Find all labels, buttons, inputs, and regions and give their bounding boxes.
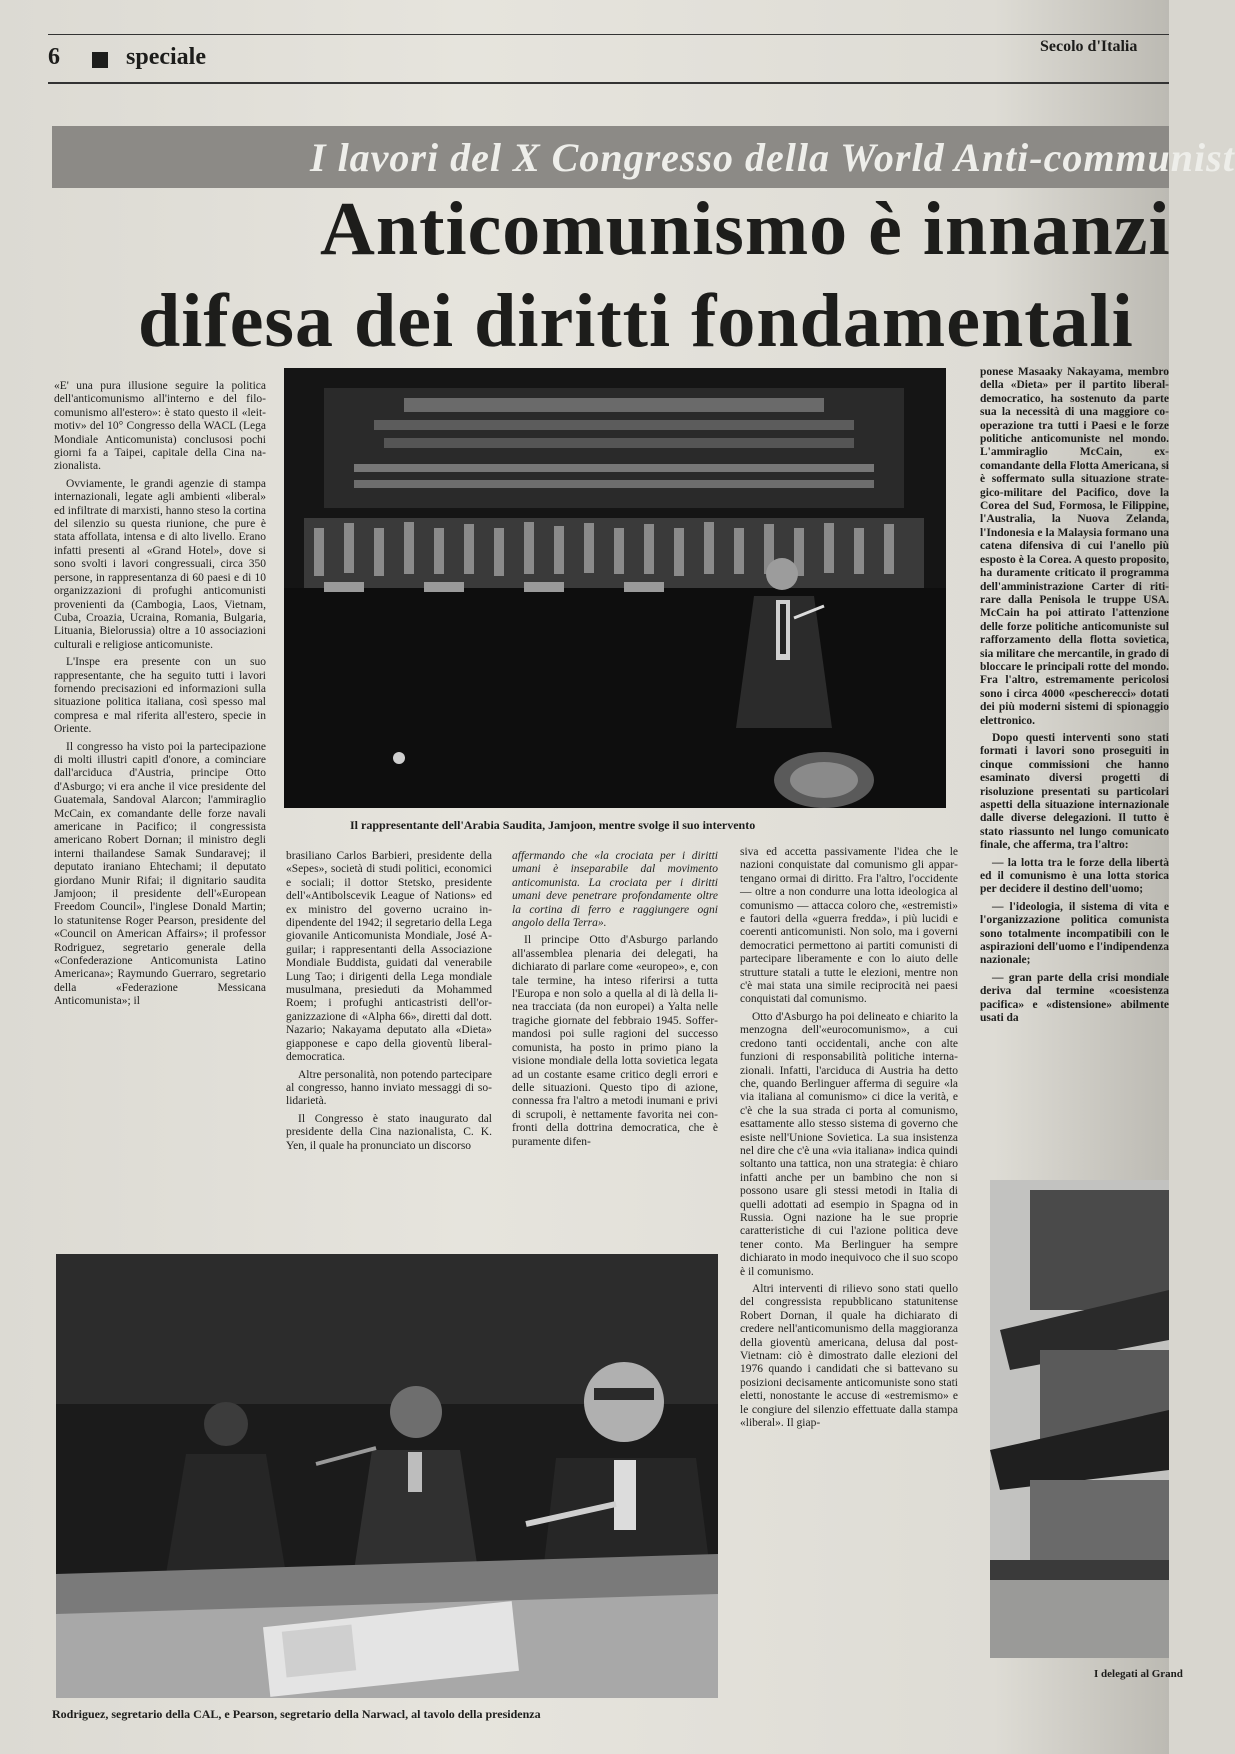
col5-paragraph-4: — l'ideologia, il sistema di vita e l'organizzazione politica comunista sono totalmente incompatibili con le aspirazioni dell'uomo e l'indipendenza nazionale; [980, 900, 1169, 967]
page-number: 6 [48, 44, 60, 70]
photo-grand-hotel [990, 1180, 1169, 1658]
photo-presidency-table-image [56, 1254, 718, 1698]
photo-grand-hotel-caption: I delegati al Grand [1094, 1668, 1183, 1680]
photo-grand-hotel-image [990, 1180, 1169, 1658]
col1-paragraph-4: Il congresso ha visto poi la partecipazione di molti illustri capitl d'onore, a cominciare dall'arciduca d'Austria, principe Otto d'Asburgo; vi era anche il vice presidente del Guatemala, Sandoval Alarcon; l'ammiraglio McCain, ex comandante delle forze navali americane in Pacifico; il congressista americano Robert Dornan; il ministro degli interni thailandese Samak Sundaravej; il deputato iraniano Ehtechami; il deputato giordano Munir Rifai; il dignitario saudita Jamjoon; il presidente dell'«European Freedom Council», l'inglese Donald Martin; lo statunitense Roger Pearson, presidente del «Council on American Affairs»; il professor Rodriguez, segretario generale della «Confederazione Anticomunista Latino Americana»; Raymundo Guerraro, segretario della «Federazione Messicana Anticomunista»; il [54, 740, 266, 1008]
photo-presidency-table-caption: Rodriguez, segretario della CAL, e Pearson, segretario della Narwacl, al tavolo della presidenza [52, 1707, 541, 1721]
col5-paragraph-1: ponese Masaaky Nakayama, membro della «Dieta» per il partito liberal-democratico, ha sostenuto da parte sua la necessità di una maggiore cooperazione tra tutti i Paesi e le forze politiche anticomuniste nel mondo. L'ammiraglio McCain, ex-comandante della Flotta Americana, si è soffermato sulla situazione strategico-militare del Pacifico, dove la Corea del Sud, Formosa, le Filippine, l'Australia, la Nuova Zelanda, l'Indonesia e la Malaysia formano una catena difensiva di cui l'anello più esposto è la Corea. A questo proposito, ha duramente criticato il programma dell'amministrazione Carter di ritirare dalla Penisola le truppe USA. McCain ha poi attirato l'attenzione delle forze politiche anticomuniste sul rafforzamento della flotta sovietica, sia militare che mercantile, in grado di bloccare le principali rotte del mondo. Fra l'altro, estremamente pericolosi sono i circa 4000 «pescherecci» dotati dei più moderni sistemi di spionaggio elettronico. [980, 366, 1169, 727]
col1-paragraph-2: Ovviamente, le grandi agenzie di stampa internazionali, legate agli ambienti «liberal» ed infiltrate di marxisti, hanno steso la cortina del silenzio su questa riunione, che pure è stata affollata, intensa e di alto livello. Erano infatti presenti al «Grand Hotel», dove si sono svolti i lavori congressuali, circa 350 persone, in rappresentanza di 60 paesi e di 10 organizzazioni di profughi anticomunisti provenienti da (Cambogia, Laos, Vietnam, Cuba, Croazia, Ucraina, Romania, Bulgaria, Lituania, Bielorussia) oltre a 10 associazioni culturali e religiose anticomuniste. [54, 477, 266, 651]
headline-line-2: difesa dei diritti fondamentali [138, 279, 1134, 363]
article-column-4 [740, 846, 958, 1726]
col2-paragraph-2: Altre personalità, non potendo partecipare al congresso, hanno inviato messaggi di solidarietà. [286, 1068, 492, 1108]
col2-paragraph-1: brasiliano Carlos Barbieri, presidente della «Sepes», società di studi politici, economici e sociali; il dottor Stetsko, presidente dell'«Antibolscevik League of Nations» ed ex ministro del governo ucraino indipendente del 1942; il segretario della Lega giovanile Anticomunista Mondiale, José Aguilar; i rappresentanti della Associazione Mondiale Buddista, guidati dal venerabile Lung Tao; i dirigenti della Lega mondiale musulmana, presieduti da Mohammed Roem; i profughi anticastristi dell'organizzazione di «Alpha 66», diretti dal dott. Nazario; Nakayama deputato alla «Dieta» giapponese e capo della gioventù liberal-democratica. [286, 850, 492, 1064]
col4-paragraph-3: Altri interventi di rilievo sono stati quello del congressista repubblicano statunitense Robert Dornan, il quale ha dichiarato di credere nell'anticomunismo della maggioranza della gioventù americana, delusa dal post-Vietnam: ciò è dimostrato dalle elezioni del 1976 quando i candidati che si battevano su posizioni decisamente anticomuniste sono stati eletti, nonostante le accuse di «estremismo» e le congiure del silenzio effettuate dalla stampa «liberal». Il giap- [740, 1283, 958, 1430]
article-column-5 [980, 366, 1169, 1146]
kicker: I lavori del X Congresso della World Anti-communist [310, 135, 1235, 180]
header-rule-top [48, 34, 1169, 35]
headline-line-1: Anticomunismo è innanzi [320, 187, 1171, 271]
col5-paragraph-2: Dopo questi interventi sono stati formati i lavori sono proseguiti in cinque commissioni che hanno esaminato diversi progetti di risoluzione presentati su particolari aspetti della situazione internazionale dalle diverse delegazioni. Il tutto è stato riassunto nel lungo comunicato finale, che afferma, tra l'altro: [980, 731, 1169, 852]
col5-paragraph-3: — la lotta tra le forze della libertà ed il comunismo è una lotta storica per decidere il destino dell'uomo; [980, 856, 1169, 896]
header-rule [48, 82, 1169, 84]
col2-paragraph-3: Il Congresso è stato inaugurato dal presidente della Cina nazionalista, C. K. Yen, il quale ha pronunciato un discorso [286, 1112, 492, 1152]
col3-paragraph-1: affermando che «la crociata per i diritti umani è inseparabile dal movimento anticomunista. La crociata per i diritti umani deve penetrare profondamente oltre la cortina di ferro e raggiungere ogni angolo della Terra». [512, 850, 718, 930]
section-square-icon [92, 52, 108, 68]
col4-paragraph-2: Otto d'Asburgo ha poi delineato e chiarito la menzogna dell'«eurocomunismo», a cui credono tanti occidentali, anche con alte funzioni di responsabilità politiche internazionali. Infatti, l'arciduca di Austria ha detto che, quando Berlinguer afferma di seguire «la via italiana al comunismo» ci dice la verità, e c'è che la sua strada ci porta al comunismo, esattamente allo stesso sistema di governo che esiste nell'Unione Sovietica. La sua insistenza nel dire che c'è una «via italiana» indica quindi soltanto una tattica, non una strategia: è chiaro infatti anche per un bambino che non si possono usare gli stessi metodi in Italia di quelli adottati ad esempio in Spagna od in Russia. Ogni nazione ha le sue proprie caratteristiche di cui l'azione politica deve tener conto. Ma Berlinguer ha sempre dichiarato in modo inequivoco che il suo scopo è il comunismo. [740, 1010, 958, 1278]
article-column-1 [54, 380, 266, 1246]
col5-paragraph-5: — gran parte della crisi mondiale deriva dal termine «coesistenza pacifica» e «distensione» abilmente usati da [980, 971, 1169, 1025]
photo-presidency-table [56, 1254, 718, 1698]
photo-congress-hall-image [284, 368, 946, 808]
section-label: speciale [126, 44, 206, 70]
col1-paragraph-3: L'Inspe era presente con un suo rappresentante, che ha seguito tutti i lavori fornendo precisazioni ed informazioni sulla situazione politica italiana, così spesso mal compresa e mal riferita all'estero, specie in Oriente. [54, 656, 266, 736]
masthead: Secolo d'Italia [1040, 38, 1138, 55]
photo-congress-hall [284, 368, 946, 808]
photo-congress-hall-caption: Il rappresentante dell'Arabia Saudita, Jamjoon, mentre svolge il suo intervento [350, 818, 756, 832]
col3-paragraph-2: Il principe Otto d'Asburgo parlando all'assemblea plenaria dei delegati, ha dichiarato di parlare come «europeo», e, con tale termine, ha inteso riferirsi a tutta l'Europa e non solo a quella al di là della linea tracciata (da non europei) a Yalta nelle tragiche giornate del febbraio 1945. Soffermandosi poi sulle ragioni del successo comunista, ha posto in primo piano la visione mondiale della lotta sovietica legata ad un costante esame critico degli errori e delle situazioni. Questo tipo di azione, connessa fra l'altro a metodi inumani e privi di scrupoli, è nettamente favorita nei confronti della dottrina democratica, che è puramente difen- [512, 934, 718, 1148]
col4-paragraph-1: siva ed accetta passivamente l'idea che le nazioni conquistate dal comunismo gli appartengano ormai di diritto. Fra l'altro, l'occidente — oltre a non condurre una lotta ideologica al comunismo — attacca coloro che, «estremisti» e fautori della «guerra fredda», i più lucidi e coerenti anticomunisti. Non solo, ma i governi democratici permettono ai partiti comunisti di partecipare liberamente e con lo aiuto delle strutture statali a tutte le elezioni, mentre non c'è mai stata una simile reciprocità nei paesi conquistati dal comunismo. [740, 846, 958, 1006]
col1-paragraph-1: «E' una pura illusione seguire la politica dell'anticomunismo all'interno e del filocomunismo all'estero»: è stato questo il «leit-motiv» del 10° Congresso della WACL (Lega Mondiale Anticomunista) conclusosi pochi giorni fa a Taipei, capitale della Cina nazionalista. [54, 380, 266, 473]
article-column-2 [286, 850, 492, 1246]
article-column-3 [512, 850, 718, 1246]
